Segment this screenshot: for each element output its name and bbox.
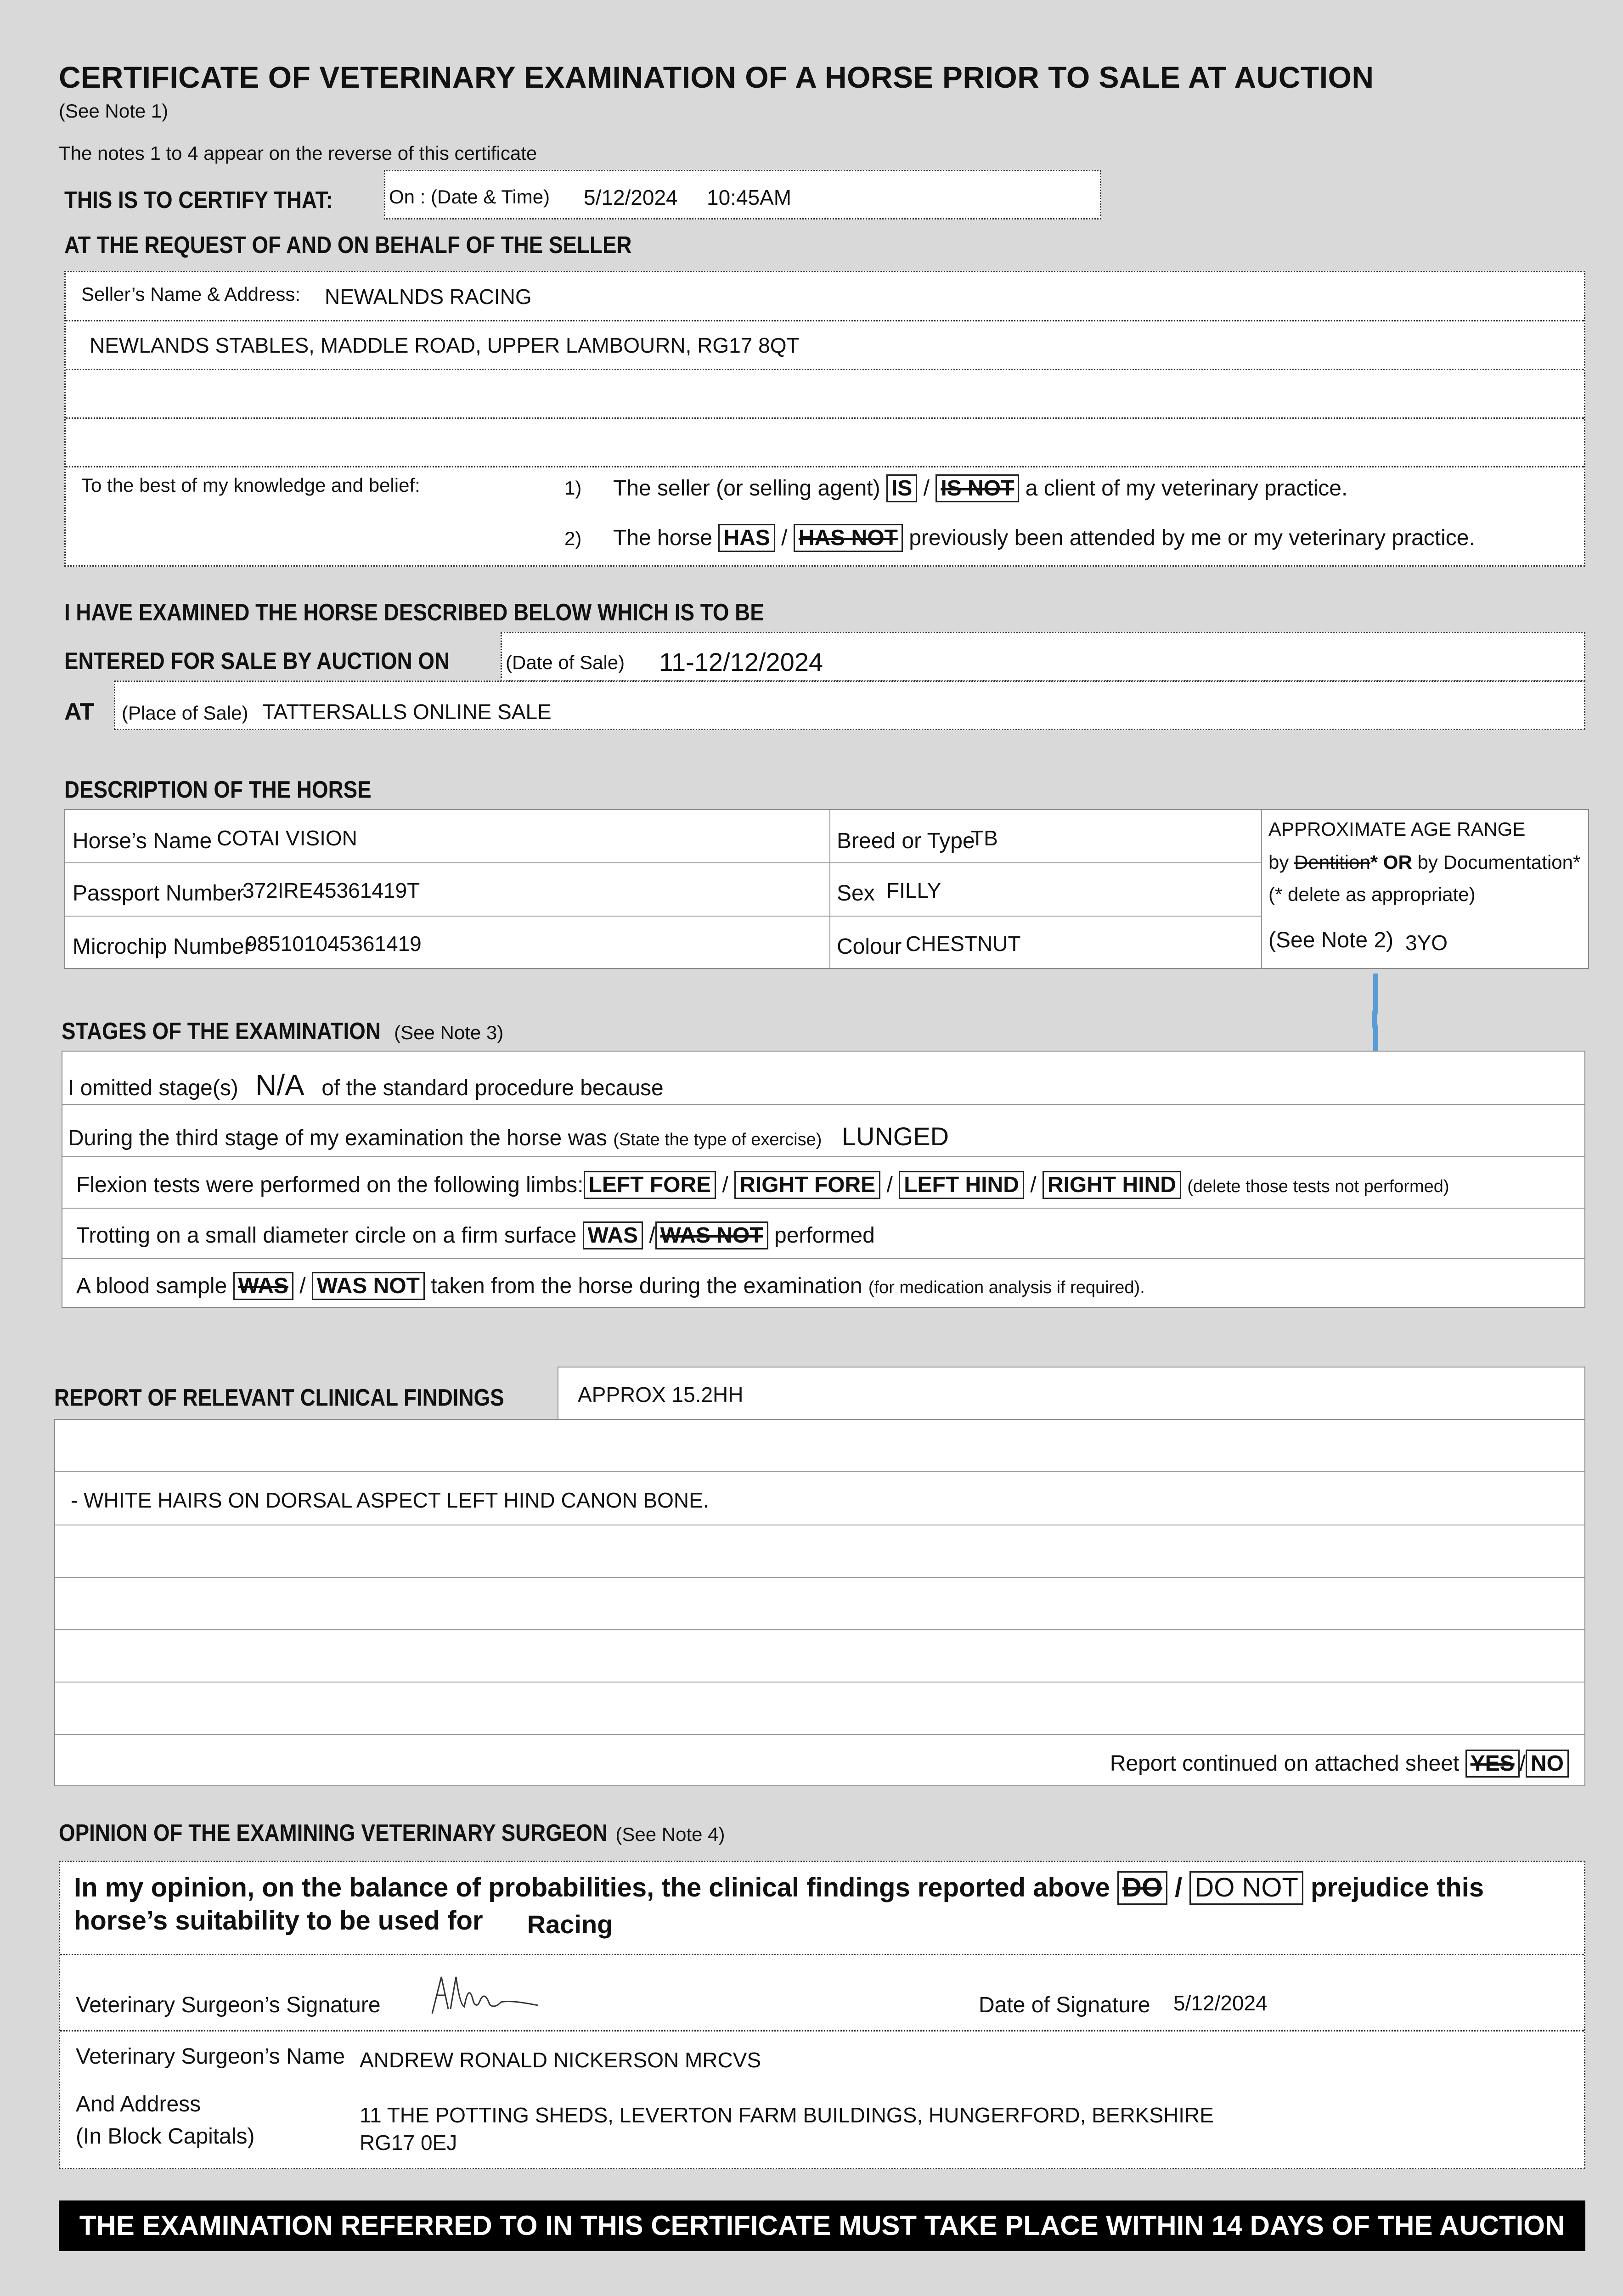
vet-address-line1[interactable]: 11 THE POTTING SHEDS, LEVERTON FARM BUILDINGS, HUNGERFORD, BERKSHIRE	[360, 2103, 1214, 2127]
continued-sep: /	[1519, 1751, 1526, 1776]
opinion-text1: In my opinion, on the balance of probabilities, the clinical findings reported above	[74, 1873, 1110, 1902]
address-label2: (In Block Capitals)	[76, 2124, 255, 2149]
opinion-heading-note: (See Note 4)	[615, 1823, 725, 1845]
omitted-row	[68, 1068, 664, 1102]
opinion-text2: horse’s suitability to be used for	[74, 1906, 483, 1936]
opinion-do-not-option[interactable]: DO NOT	[1189, 1871, 1303, 1905]
opinion-sep: /	[1175, 1873, 1183, 1902]
item1-text: The seller (or selling agent)	[613, 476, 880, 501]
flex-left-hind-option[interactable]: LEFT HIND	[899, 1171, 1024, 1199]
report-line-1	[558, 1367, 1585, 1420]
signature-date-label: Date of Signature	[979, 1993, 1150, 2017]
flexion-label: Flexion tests were performed on the following limbs:	[76, 1173, 584, 1197]
omitted-value[interactable]: N/A	[255, 1069, 304, 1102]
flex-right-hind-option[interactable]: RIGHT HIND	[1043, 1171, 1181, 1199]
passport-number[interactable]: 372IRE45361419T	[242, 878, 420, 902]
vet-address-line2[interactable]: RG17 0EJ	[360, 2131, 457, 2155]
horse-name-label: Horse’s Name	[73, 829, 212, 853]
seller-address-line1[interactable]: NEWLANDS STABLES, MADDLE ROAD, UPPER LAMBOURN, RG17 8QT	[90, 333, 800, 357]
passport-label: Passport Number	[73, 881, 244, 906]
continued-no-option[interactable]: NO	[1526, 1750, 1569, 1778]
opinion-block	[59, 1861, 1585, 2169]
age-value[interactable]: 3YO	[1405, 931, 1448, 955]
report-line1-text[interactable]: APPROX 15.2HH	[578, 1383, 744, 1407]
description-heading: DESCRIPTION OF THE HORSE	[64, 777, 372, 803]
horse-name[interactable]: COTAI VISION	[217, 826, 357, 850]
sale-date-box	[501, 632, 1585, 681]
age-see-note-2: (See Note 2)	[1268, 928, 1394, 952]
description-table	[64, 809, 1589, 969]
item2-sep: /	[781, 526, 788, 550]
report-continued-row	[1110, 1750, 1569, 1778]
sale-heading2: ENTERED FOR SALE BY AUCTION ON	[64, 648, 450, 675]
age-by-documentation-option[interactable]: by Documentation*	[1417, 851, 1581, 873]
microchip-number[interactable]: 985101045361419	[245, 932, 422, 956]
stages-table	[62, 1051, 1585, 1308]
trot-after: performed	[774, 1223, 875, 1248]
microchip-label: Microchip Number	[73, 934, 252, 959]
trot-was-option[interactable]: WAS	[583, 1221, 643, 1249]
third-stage-row	[68, 1121, 949, 1151]
client-is-option[interactable]: IS	[886, 474, 917, 502]
breed[interactable]: TB	[971, 826, 998, 850]
request-heading: AT THE REQUEST OF AND ON BEHALF OF THE SELLER	[64, 232, 632, 259]
opinion-text-row2	[74, 1905, 613, 1939]
flex-sep-1: /	[722, 1173, 728, 1197]
item2-row	[613, 524, 1475, 552]
vet-signature	[423, 1963, 542, 2020]
exam-time[interactable]: 10:45AM	[707, 186, 792, 209]
stages-heading-row	[62, 1018, 503, 1045]
attended-has-option[interactable]: HAS	[718, 524, 775, 552]
item1-num: 1)	[564, 477, 582, 499]
blood-was-option[interactable]: WAS	[233, 1272, 293, 1300]
flex-sep-2: /	[886, 1173, 893, 1197]
stages-heading-note: (See Note 3)	[394, 1022, 504, 1043]
third-stage-value[interactable]: LUNGED	[841, 1122, 949, 1151]
flex-left-fore-option[interactable]: LEFT FORE	[584, 1171, 716, 1199]
item2-num: 2)	[564, 528, 582, 549]
opinion-do-option[interactable]: DO	[1117, 1871, 1167, 1905]
knowledge-label: To the best of my knowledge and belief:	[81, 474, 420, 496]
breed-label: Breed or Type	[837, 829, 975, 853]
item2-text: The horse	[613, 526, 713, 550]
colour-label: Colour	[837, 934, 902, 959]
third-stage-label: During the third stage of my examination the horse was	[68, 1126, 607, 1150]
footer-banner-text: THE EXAMINATION REFERRED TO IN THIS CERTIFICATE MUST TAKE PLACE WITHIN 14 DAYS OF THE AUCTION	[79, 2210, 1565, 2241]
sale-place-box	[114, 681, 1585, 730]
opinion-heading-row	[59, 1819, 725, 1847]
item1-after: a client of my veterinary practice.	[1025, 476, 1348, 501]
flex-right-fore-option[interactable]: RIGHT FORE	[734, 1171, 880, 1199]
opinion-heading: OPINION OF THE EXAMINING VETERINARY SURGEON	[59, 1820, 608, 1846]
blood-note: (for medication analysis if required).	[868, 1278, 1145, 1297]
third-stage-small: (State the type of exercise)	[613, 1130, 822, 1149]
exam-date[interactable]: 5/12/2024	[584, 186, 678, 209]
opinion-text1-after: prejudice this	[1311, 1873, 1484, 1902]
stages-heading: STAGES OF THE EXAMINATION	[62, 1018, 381, 1045]
blood-row	[76, 1272, 1145, 1300]
blood-was-not-option[interactable]: WAS NOT	[312, 1272, 425, 1300]
item2-after: previously been attended by me or my veterinary practice.	[909, 526, 1475, 550]
flexion-row	[76, 1171, 1449, 1199]
report-heading: REPORT OF RELEVANT CLINICAL FINDINGS	[54, 1384, 504, 1411]
sale-heading1: I HAVE EXAMINED THE HORSE DESCRIBED BELOW WHICH IS TO BE	[64, 599, 764, 626]
sex-label: Sex	[837, 881, 875, 906]
opinion-use-value[interactable]: Racing	[527, 1910, 613, 1939]
see-note-1: (See Note 1)	[59, 100, 169, 122]
omitted-after: of the standard procedure because	[321, 1076, 664, 1100]
report-line3-text[interactable]: - WHITE HAIRS ON DORSAL ASPECT LEFT HIND CANON BONE.	[71, 1488, 709, 1512]
attended-has-not-option[interactable]: HAS NOT	[794, 524, 903, 552]
trot-row	[76, 1221, 875, 1249]
trot-label: Trotting on a small diameter circle on a firm surface	[76, 1223, 577, 1248]
opinion-text-row1	[74, 1871, 1484, 1905]
certify-label: THIS IS TO CERTIFY THAT:	[64, 187, 333, 214]
vet-name[interactable]: ANDREW RONALD NICKERSON MRCVS	[360, 2048, 761, 2072]
report-table	[54, 1419, 1585, 1786]
sale-date[interactable]: 11-12/12/2024	[659, 647, 823, 676]
omitted-label: I omitted stage(s)	[68, 1076, 238, 1100]
item1-sep: /	[923, 476, 930, 501]
trot-was-not-option[interactable]: WAS NOT	[655, 1221, 768, 1249]
age-dentition-option[interactable]: Dentition	[1294, 851, 1370, 873]
signature-date[interactable]: 5/12/2024	[1173, 1991, 1268, 2015]
address-label1: And Address	[76, 2092, 201, 2116]
on-date-time-label: On : (Date & Time)	[389, 186, 550, 208]
age-by: by	[1268, 851, 1289, 873]
sex[interactable]: FILLY	[886, 878, 941, 902]
age-or: * OR	[1370, 851, 1412, 873]
continued-yes-option[interactable]: YES	[1465, 1750, 1520, 1778]
trot-sep: /	[649, 1223, 655, 1248]
seller-name-label: Seller’s Name & Address:	[81, 283, 300, 305]
certificate-title: CERTIFICATE OF VETERINARY EXAMINATION OF A HORSE PRIOR TO SALE AT AUCTION	[59, 60, 1374, 94]
age-delete-note: (* delete as appropriate)	[1268, 884, 1476, 905]
vet-name-label: Veterinary Surgeon’s Name	[76, 2044, 345, 2069]
blood-sep: /	[299, 1274, 306, 1298]
signature-label: Veterinary Surgeon’s Signature	[76, 1993, 381, 2017]
notes-line: The notes 1 to 4 appear on the reverse of this certificate	[59, 142, 537, 164]
colour[interactable]: CHESTNUT	[906, 932, 1021, 956]
client-is-not-option[interactable]: IS NOT	[935, 474, 1019, 502]
blood-after: taken from the horse during the examination	[431, 1274, 862, 1298]
at-label: AT	[64, 698, 95, 725]
sale-place[interactable]: TATTERSALLS ONLINE SALE	[262, 700, 552, 724]
footer-banner	[59, 2200, 1585, 2251]
age-heading: APPROXIMATE AGE RANGE	[1268, 818, 1526, 840]
place-label: (Place of Sale)	[122, 702, 248, 724]
flex-sep-3: /	[1030, 1173, 1037, 1197]
age-method-row	[1268, 851, 1580, 873]
flex-note: (delete those tests not performed)	[1187, 1177, 1449, 1196]
seller-block	[64, 271, 1585, 567]
certify-date-box	[384, 170, 1101, 219]
blood-label: A blood sample	[76, 1274, 227, 1298]
sale-date-label: (Date of Sale)	[506, 652, 625, 673]
report-continued-label: Report continued on attached sheet	[1110, 1751, 1460, 1776]
seller-name[interactable]: NEWALNDS RACING	[325, 285, 532, 309]
item1-row	[613, 474, 1347, 502]
